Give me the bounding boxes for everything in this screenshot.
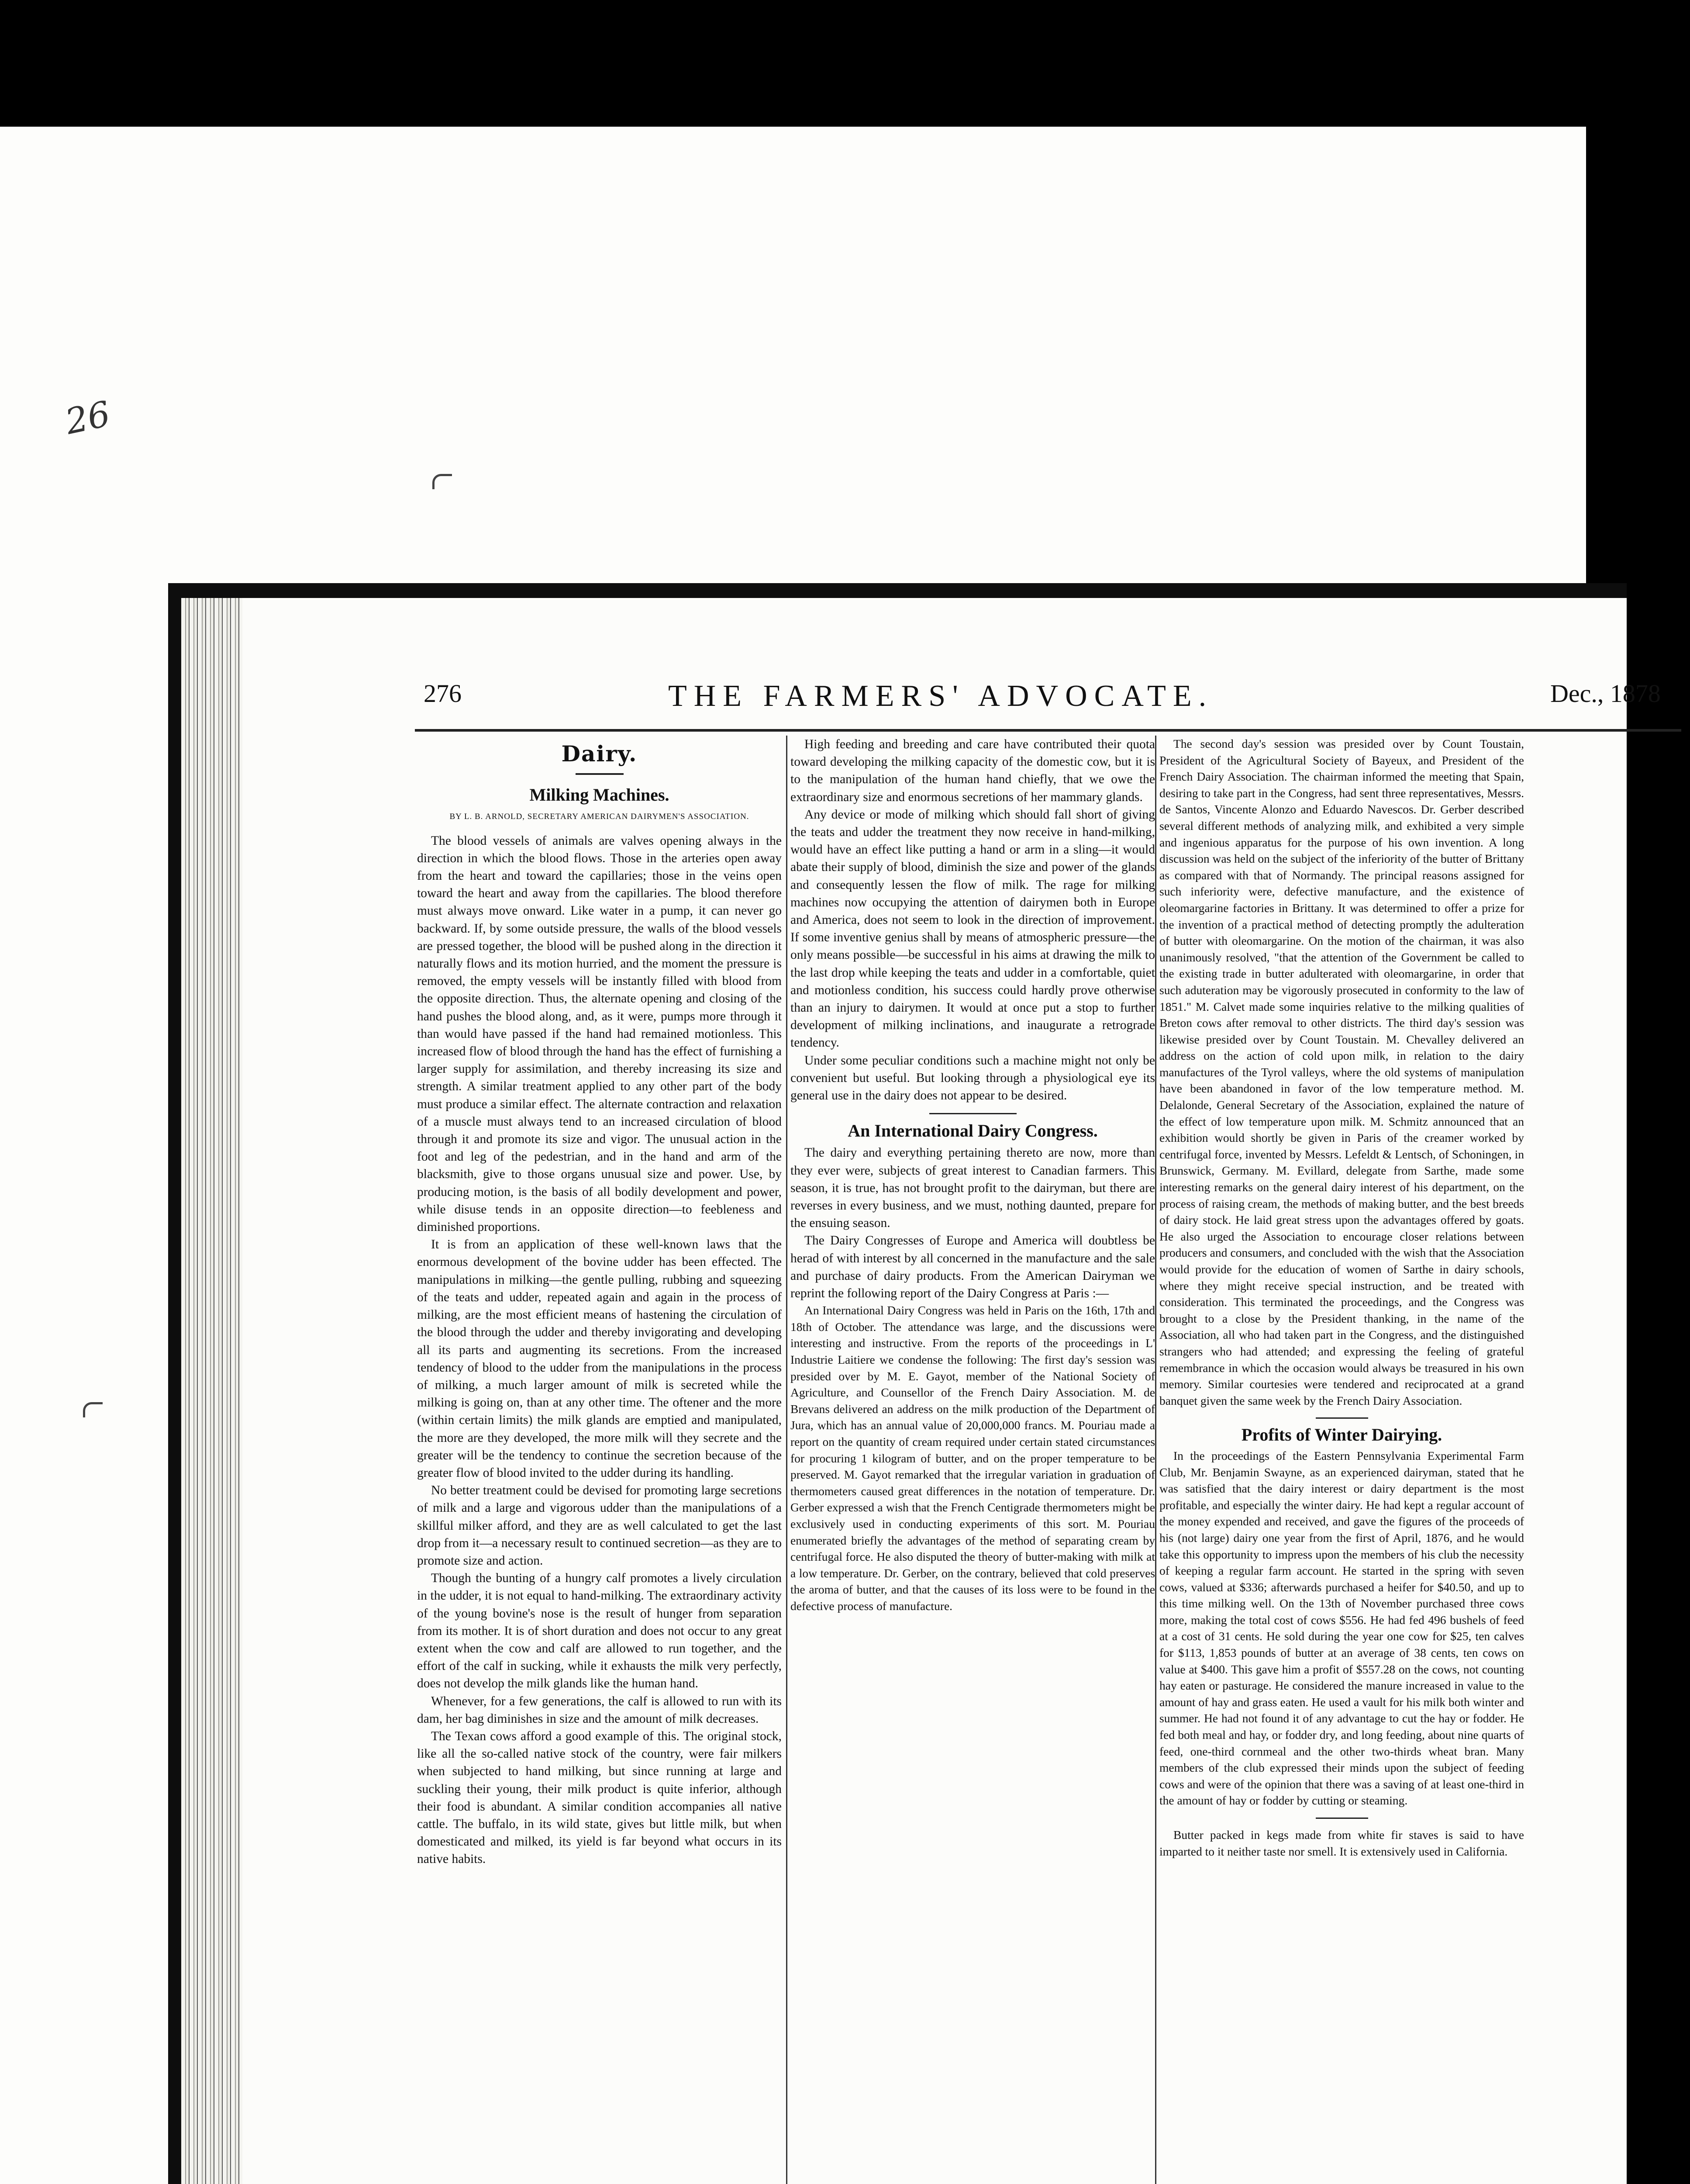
column-rule — [786, 736, 787, 2184]
article-paragraph: No better treatment could be devised for promoting large secretions of milk and a large and vigorous udder than the manipulations of a skillful milker afford, and they are as well calculated to get the last drop from it—a necessary result to continued secretion—as they are to promote size and action. — [417, 1483, 782, 1568]
article-paragraph: In the proceedings of the Eastern Pennsylvania Experimental Farm Club, Mr. Benjamin Swayne, as an experienced dairyman, stated that he was satisfied that the dairy interest or dairy department is the most profitable, and especially the winter dairy. He had kept a regular account of the money expended and received, and gave the figures of the proceeds of his (not large) dairy one year from the first of April, 1876, and he would take this opportunity to impress upon the members of his club the necessity of keeping a regular farm account. He started in the spring with seven cows, valued at $336; afterwards purchased a heifer for $40.50, and up to this time milking well. On the 13th of November purchased three cows more, making the total cost of cows $556. He had fed 496 bushels of feed at a cost of 31 cents. He sold during the year one cow for $25, ten calves for $113, 1,853 pounds of butter at an average of 38 cents, ten cows on value at $400. This gave him a profit of $557.28 on the cows, not counting hay eaten or pasturage. He considered the manure increased in value to the amount of hay and grass eaten. He used a vault for his milk both winter and summer. He had not found it of any advantage to cut the hay or fodder. He fed both meal and hay, or fodder dry, and long feeding, about nine quarts of feed, one-third cornmeal and the other two-thirds wheat bran. Many members of the club expressed their minds upon the subject of feeding cows and were of the opinion that there was a saving of at least one-third in the amount of hay or fodder by cutting or steaming. — [1159, 1448, 1524, 1807]
page-number: 276 — [424, 679, 462, 708]
article-title-milking-machines: Milking Machines. — [529, 785, 669, 805]
article-paragraph: Whenever, for a few generations, the calf is allowed to run with its dam, her bag diminishes in size and the amount of milk decreases. — [417, 1694, 782, 1726]
article-paragraph: The second day's session was presided over by Count Toustain, President of the Agricultural Society of Bayeux, and President of the French Dairy Association. The chairman informed the meeting that Spain, desiring to take part in the Congress, had sent three representatives, Messrs. de Santos, Vincente Alonzo and Eduardo Navescos. Dr. Gerber described several different methods of analyzing milk, and exhibited a very simple and ingenious apparatus for the purpose of his own invention. A long discussion was held on the subject of the inferiority of the butter of Brittany as compared with that of Normandy. The principal reasons assigned for such inferiority were, defective manufacture, and the existence of oleomargarine factories in Brittany. It was determined to offer a prize for the invention of a practical method of detecting promptly the adulteration of butter with oleomargarine. On the motion of the chairman, it was also unanimously resolved, "that the attention of the Government be called to the existing trade in butter adulterated with oleomargarine, in order that such aduteration may be vigorously prosecuted in conformity to the law of 1851." M. Calvet made some inquiries relative to the milking qualities of Breton cows after removal to other districts. The third day's session was likewise presided over by Count Toustain. M. Chevalley delivered an address on the action of cold upon milk, in relation to the dairy manufactures of the Tyrol valleys, where the old systems of manipulation have been abandoned in favor of the low temperature method. M. Delalonde, General Secretary of the Association, explained the nature of the effect of low temperature upon milk. M. Schmitz announced that an exhibition would shortly be given in Paris of the creamer worked by centrifugal force, invented by Messrs. Lefeldt & Lentsch, of Schoningen, in Brunswick, Germany. M. Evillard, delegate from Sarthe, made some interesting remarks on the general dairy interest of his department, on the process of raising cream, the methods of making butter, and the best breeds of dairy stock. He laid great stress upon the advantages offered by goats. He also urged the Association to encourage closer relations between producers and consumers, and concluded with the wish that the Association would provide for the education of women of Sarthe in dairy schools, where they might receive special instruction, and be treated with consideration. This terminated the proceedings, and the Congress was brought to a close by the President thanking, in the name of the Association, all who had taken part in the Congress, and the distinguished strangers who had attended; and expressing the feeling of grateful remembrance in which the occasion would always be treasured in his own memory. Similar courtesies were tendered and reciprocated at a grand banquet given the same week by the French Dairy Association. — [1159, 737, 1524, 1407]
binding-edge — [181, 598, 242, 2184]
article-paragraph: Under some peculiar conditions such a machine might not only be convenient but useful. But looking through a physiological eye its general use in the dairy does not appear to be desired. — [790, 1053, 1155, 1103]
article-paragraph: High feeding and breeding and care have contributed their quota toward developing the milking capacity of the domestic cow, but it is to the manipulation of the human hand chiefly, that we owe the extraordinary size and enormous secretions of her mammary glands. — [790, 737, 1155, 804]
article-paragraph: Any device or mode of milking which should fall short of giving the teats and udder the treatment they now receive in hand-milking, would have an effect like putting a hand or arm in a sling—it would abate their supply of blood, diminish the size and power of the glands and consequently lessen the flow of milk. The rage for milking machines now occupying the attention of dairymen both in Europe and America, does not seem to look in the direction of improvement. If some inventive genius shall by means of atmospheric pressure—the only means possible—be successful in his aims at drawing the milk to the last drop while keeping the teats and udder in a comfortable, quiet and motionless condition, his success could hardly prove otherwise than an injury to dairymen. It would at once put a stop to further development of milking inclinations, and inaugurate a retrograde tendency. — [790, 807, 1155, 1050]
department-heading: Dairy. — [561, 741, 638, 767]
issue-date: Dec., 1878 — [1550, 679, 1661, 708]
butter-note: Butter packed in kegs made from white fir staves is said to have imparted to it neither taste nor smell. It is extensively used in California. — [1159, 1828, 1524, 1858]
handwritten-margin-note: 26 — [62, 393, 114, 442]
article-paragraph: The Texan cows afford a good example of this. The original stock, like all the so-called native stock of the country, were fair milkers when subjected to hand milking, but since running at large and suckling their young, their milk product is quite inferior, although their food is abundant. A similar condition accompanies all native cattle. The buffalo, in its wild state, gives but little milk, but when domesticated and milked, its yield is far beyond what occurs in its native habits. — [417, 1729, 782, 1866]
newspaper-page — [168, 583, 1661, 2184]
column-1 — [417, 736, 782, 2184]
article-separator — [1316, 1417, 1368, 1419]
article-paragraph: It is from an application of these well-known laws that the enormous development of the bovine udder has been effected. The manipulations in milking—the gentle pulling, rubbing and squeezing of the teats and udder, repeated again and again in the process of milking, are the most efficient means of hastening the circulation of the blood through the udder and thereby invigorating and developing all its parts and augmenting its secretions. From the increased tendency of blood to the udder from the manipulations in the process of milking, a much larger amount of milk is secreted while the milking is going on, than at any other time. The oftener and the more (within certain limits) the milk glands are emptied and manipulated, the more are they developed, the more milk will they secrete and the greater will be the tendency to continue the secretion because of the greater flow of blood invited to the udder during its handling. — [417, 1237, 782, 1480]
column-3 — [1159, 736, 1524, 2184]
article-paragraph: The blood vessels of animals are valves opening always in the direction in which the blood flows. Those in the arteries open away from the heart and toward the capillaries; those in the veins open toward the heart and away from the capillaries. The blood therefore must always move onward. Like water in a pump, it can never go backward. If, by some outside pressure, the walls of the blood vessels are pressed together, the blood will be pushed along in the direction it naturally flows and its motion hurried, and the moment the pressure is removed, the empty vessels will be instantly filled with blood from the opposite direction. Thus, the alternate opening and closing of the hand pushes the blood along, and, as it were, pumps more through it than would have passed if the hand had remained motionless. This increased flow of blood through the hand has the effect of furnishing a larger supply for assimilation, and thereby increasing its size and strength. A similar treatment applied to any other part of the body must produce a similar effect. The alternate contraction and relaxation of a muscle must always tend to an increased circulation of blood through it and promote its size and vigor. The unusual action in the foot and leg of the pedestrian, and in the hand and arm of the blacksmith, give to those organs unusual size and power. Use, by producing motion, is the basis of all bodily development and power, while disuse tends in an opposite direction—to feebleness and diminished proportions. — [417, 833, 782, 1234]
pencil-mark — [83, 1402, 103, 1417]
column-rule — [1155, 736, 1156, 2184]
article-paragraph: The dairy and everything pertaining thereto are now, more than they ever were, subjects of great interest to Canadian farmers. This season, it is true, has not brought profit to the dairyman, but there are reverses in every business, and we must, nothing daunted, prepare for the ensuing season. — [790, 1146, 1155, 1230]
masthead — [424, 679, 1690, 718]
article-separator — [929, 1113, 1017, 1114]
article-paragraph: Though the bunting of a hungry calf promotes a lively circulation in the udder, it is not equal to hand-milking. The extraordinary activity of the young bovine's nose is the result of hunger from separation from its mother. It is of short duration and does not occur to any great extent when the cow and calf are allowed to run together, and the effort of the calf in sucking, while it exhausts the milk very perfectly, does not develop the milk glands like the human hand. — [417, 1571, 782, 1691]
article-paragraph: The Dairy Congresses of Europe and America will doubtless be herad of with interest by all concerned in the manufacture and the sale and purchase of dairy products. From the American Dairyman we reprint the following report of the Dairy Congress at Paris :— — [790, 1234, 1155, 1301]
article-title-dairy-congress: An International Dairy Congress. — [848, 1121, 1098, 1141]
header-rule — [415, 729, 1681, 732]
column-2 — [790, 736, 1155, 2184]
department-rule — [576, 773, 624, 775]
article-paragraph: An International Dairy Congress was held in Paris on the 16th, 17th and 18th of October. The attendance was large, and the discussions were interesting and instructive. From the reports of the proceedings in L' Industrie Laitiere we condense the following: The first day's session was presided over by M. E. Gayot, member of the National Society of Agriculture, and Counsellor of the French Dairy Association. M. de Brevans delivered an address on the milk production of the Department of Jura, which has an annual value of 20,000,000 francs. M. Pouriau made a report on the quantity of cream required under certain stated circumstances for procuring 1 kilogram of butter, and on the proper temperature to be preserved. M. Gayot remarked that the irregular variation in graduation of thermometers caused great differences in the notation of temperature. Dr. Gerber expressed a wish that the French Centigrade thermometers might be exclusively used in conducting experiments of this sort. M. Pouriau enumerated briefly the advantages of the method of separating cream by centrifugal force. He also disputed the theory of butter-making with milk at a low temperature. Dr. Gerber, on the contrary, believed that cold preserves the aroma of butter, and that the causes of its loss were to be found in the defective process of manufacture. — [790, 1303, 1155, 1613]
article-byline: BY L. B. ARNOLD, SECRETARY AMERICAN DAIRYMEN'S ASSOCIATION. — [449, 812, 749, 822]
newspaper-title: THE FARMERS' ADVOCATE. — [668, 679, 1214, 713]
article-separator — [1316, 1818, 1368, 1819]
article-title-winter-dairying: Profits of Winter Dairying. — [1241, 1425, 1442, 1445]
pencil-mark — [432, 474, 452, 489]
